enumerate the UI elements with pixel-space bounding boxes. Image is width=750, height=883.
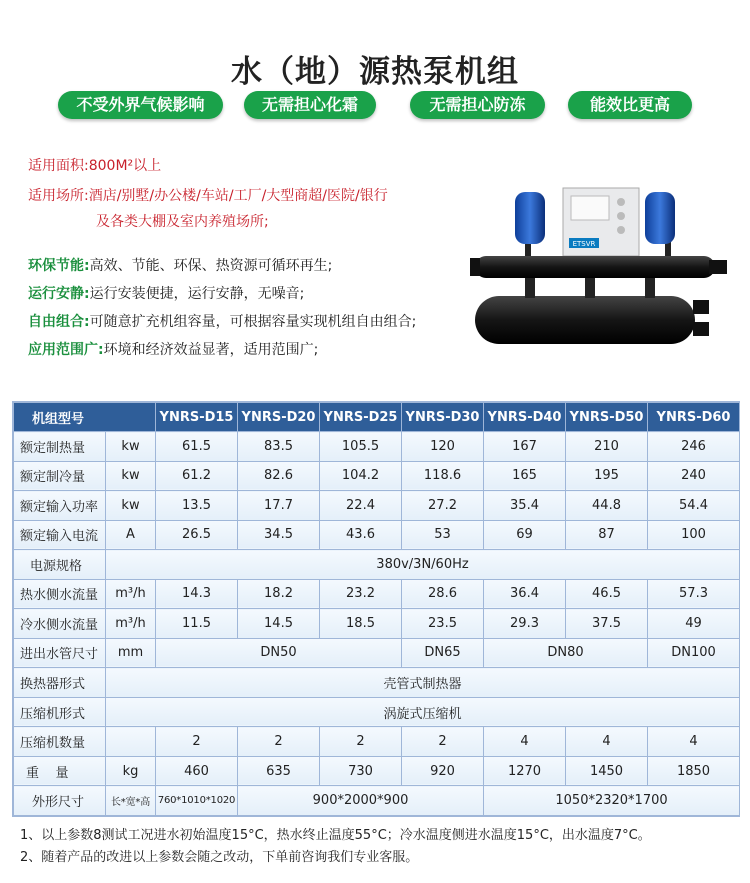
cell: 53 bbox=[402, 520, 484, 550]
cell: DN80 bbox=[484, 638, 648, 668]
footnotes bbox=[20, 825, 651, 869]
heat-pump-unit-image bbox=[465, 180, 735, 360]
row-label: 额定输入功率 bbox=[14, 491, 106, 521]
brand-label: ETSVR bbox=[572, 240, 596, 248]
row-label: 额定制热量 bbox=[14, 432, 106, 462]
cell: 118.6 bbox=[402, 461, 484, 491]
table-row bbox=[14, 756, 740, 786]
cell: DN50 bbox=[156, 638, 402, 668]
cell: 1450 bbox=[566, 756, 648, 786]
cell: 35.4 bbox=[484, 491, 566, 521]
row-label: 重 量 bbox=[14, 756, 106, 786]
cell: 18.5 bbox=[320, 609, 402, 639]
cell: 120 bbox=[402, 432, 484, 462]
row-label: 换热器形式 bbox=[14, 668, 106, 698]
header-model: YNRS-D15 bbox=[156, 403, 238, 432]
cell: 49 bbox=[648, 609, 740, 639]
cell: 210 bbox=[566, 432, 648, 462]
table-row bbox=[14, 668, 740, 698]
cell: 730 bbox=[320, 756, 402, 786]
row-label: 额定输入电流 bbox=[14, 520, 106, 550]
cell: 2 bbox=[156, 727, 238, 757]
row-label: 压缩机形式 bbox=[14, 697, 106, 727]
row-label: 进出水管尺寸 bbox=[14, 638, 106, 668]
table-row bbox=[14, 550, 740, 580]
feature-quiet: 运行安静:运行安装便捷，运行安静，无噪音; bbox=[28, 286, 305, 302]
table-row bbox=[14, 520, 740, 550]
cell: 27.2 bbox=[402, 491, 484, 521]
header-model: YNRS-D60 bbox=[648, 403, 740, 432]
cell: 57.3 bbox=[648, 579, 740, 609]
row-label: 冷水侧水流量 bbox=[14, 609, 106, 639]
cell: 22.4 bbox=[320, 491, 402, 521]
row-unit: kw bbox=[106, 461, 156, 491]
spec-table bbox=[12, 401, 740, 817]
cell: 11.5 bbox=[156, 609, 238, 639]
cell: 13.5 bbox=[156, 491, 238, 521]
row-unit: kw bbox=[106, 432, 156, 462]
footnote-2: 2、随着产品的改进以上参数会随之改动，下单前咨询我们专业客服。 bbox=[20, 850, 419, 865]
cell: 2 bbox=[238, 727, 320, 757]
header-model: YNRS-D20 bbox=[238, 403, 320, 432]
cell: 43.6 bbox=[320, 520, 402, 550]
cell: 4 bbox=[648, 727, 740, 757]
cell: 900*2000*900 bbox=[238, 786, 484, 816]
feature-combo: 自由组合:可随意扩充机组容量，可根据容量实现机组自由组合; bbox=[28, 314, 417, 330]
table-row bbox=[14, 432, 740, 462]
table-row bbox=[14, 786, 740, 816]
row-label: 热水侧水流量 bbox=[14, 579, 106, 609]
feature-places-cont: 及各类大棚及室内养殖场所; bbox=[96, 214, 269, 230]
feature-area: 适用面积:800M²以上 bbox=[28, 158, 162, 174]
header-model: YNRS-D40 bbox=[484, 403, 566, 432]
table-row bbox=[14, 638, 740, 668]
cell: 167 bbox=[484, 432, 566, 462]
cell: 760*1010*1020 bbox=[156, 786, 238, 816]
cell: 14.5 bbox=[238, 609, 320, 639]
cell: 100 bbox=[648, 520, 740, 550]
footnote-1: 1、以上参数8测试工况进水初始温度15°C，热水终止温度55°C；冷水温度侧进水温度15°C，出水温度7°C。 bbox=[20, 828, 651, 843]
feature-range: 应用范围广:环境和经济效益显著，适用范围广; bbox=[28, 342, 319, 358]
table-row bbox=[14, 461, 740, 491]
cell: 1270 bbox=[484, 756, 566, 786]
cell: 36.4 bbox=[484, 579, 566, 609]
row-label: 额定制冷量 bbox=[14, 461, 106, 491]
badge-antifreeze: 无需担心防冻 bbox=[410, 91, 545, 119]
cell: 460 bbox=[156, 756, 238, 786]
table-row bbox=[14, 491, 740, 521]
cell: 14.3 bbox=[156, 579, 238, 609]
table-row bbox=[14, 579, 740, 609]
feature-places: 适用场所:酒店/别墅/办公楼/车站/工厂/大型商超/医院/银行 bbox=[28, 188, 388, 204]
row-unit: A bbox=[106, 520, 156, 550]
cell: 23.5 bbox=[402, 609, 484, 639]
cell: 4 bbox=[566, 727, 648, 757]
cell: 61.5 bbox=[156, 432, 238, 462]
cell: 4 bbox=[484, 727, 566, 757]
row-label: 外形尺寸 bbox=[14, 786, 106, 816]
row-unit: kw bbox=[106, 491, 156, 521]
cell: 165 bbox=[484, 461, 566, 491]
cell: 635 bbox=[238, 756, 320, 786]
cell: 195 bbox=[566, 461, 648, 491]
feature-eco: 环保节能:高效、节能、环保、热资源可循环再生; bbox=[28, 258, 333, 274]
table-row bbox=[14, 697, 740, 727]
cell: 1050*2320*1700 bbox=[484, 786, 740, 816]
feature-badges bbox=[58, 91, 708, 121]
cell: 2 bbox=[320, 727, 402, 757]
header-model: YNRS-D30 bbox=[402, 403, 484, 432]
badge-defrost: 无需担心化霜 bbox=[244, 91, 376, 119]
cell: 29.3 bbox=[484, 609, 566, 639]
table-row bbox=[14, 609, 740, 639]
row-unit: mm bbox=[106, 638, 156, 668]
row-label: 电源规格 bbox=[14, 550, 106, 580]
cell: 69 bbox=[484, 520, 566, 550]
cell: DN100 bbox=[648, 638, 740, 668]
header-model: YNRS-D25 bbox=[320, 403, 402, 432]
cell: 28.6 bbox=[402, 579, 484, 609]
cell: 246 bbox=[648, 432, 740, 462]
row-label: 压缩机数量 bbox=[14, 727, 106, 757]
page-title: 水（地）源热泵机组 bbox=[231, 54, 519, 90]
cell: 920 bbox=[402, 756, 484, 786]
cell: 23.2 bbox=[320, 579, 402, 609]
cell: 46.5 bbox=[566, 579, 648, 609]
cell: 2 bbox=[402, 727, 484, 757]
table-row bbox=[14, 727, 740, 757]
row-unit: m³/h bbox=[106, 579, 156, 609]
cell: 26.5 bbox=[156, 520, 238, 550]
cell: 104.2 bbox=[320, 461, 402, 491]
cell: 44.8 bbox=[566, 491, 648, 521]
cell: 17.7 bbox=[238, 491, 320, 521]
row-unit: m³/h bbox=[106, 609, 156, 639]
header-model: YNRS-D50 bbox=[566, 403, 648, 432]
cell: 54.4 bbox=[648, 491, 740, 521]
row-unit bbox=[106, 727, 156, 757]
cell: 18.2 bbox=[238, 579, 320, 609]
row-unit: kg bbox=[106, 756, 156, 786]
badge-weather: 不受外界气候影响 bbox=[58, 91, 223, 119]
badge-efficiency: 能效比更高 bbox=[568, 91, 692, 119]
cell: 61.2 bbox=[156, 461, 238, 491]
cell: 1850 bbox=[648, 756, 740, 786]
cell: 82.6 bbox=[238, 461, 320, 491]
cell: 34.5 bbox=[238, 520, 320, 550]
cell: 37.5 bbox=[566, 609, 648, 639]
cell: 涡旋式压缩机 bbox=[106, 697, 740, 727]
cell: 105.5 bbox=[320, 432, 402, 462]
cell: DN65 bbox=[402, 638, 484, 668]
table-header-row bbox=[14, 403, 740, 432]
row-unit: 长*宽*高 bbox=[106, 786, 156, 816]
cell: 壳管式制热器 bbox=[106, 668, 740, 698]
cell: 87 bbox=[566, 520, 648, 550]
cell: 240 bbox=[648, 461, 740, 491]
cell: 380v/3N/60Hz bbox=[106, 550, 740, 580]
cell: 83.5 bbox=[238, 432, 320, 462]
header-model-label: 机组型号 bbox=[14, 403, 156, 432]
